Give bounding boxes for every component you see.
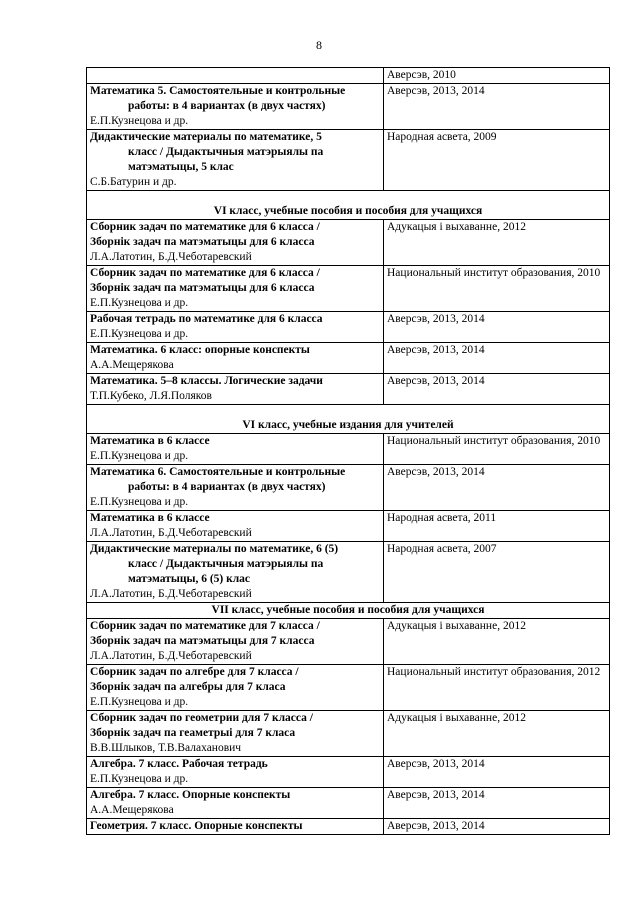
- publisher-cell: [384, 757, 610, 788]
- publisher-cell: [384, 711, 610, 757]
- book-title: [90, 511, 380, 526]
- book-title-line: Зборнік задач па алгебры для 7 класа: [90, 681, 286, 693]
- publisher-cell: [384, 665, 610, 711]
- publisher-cell: [384, 619, 610, 665]
- section-header-row: [87, 405, 610, 434]
- book-title-line: Сборник задач по математике для 7 класса /: [90, 620, 320, 632]
- title-cell: [87, 511, 384, 542]
- book-title: [90, 465, 380, 495]
- publisher: Аверсэв, 2013, 2014: [387, 85, 485, 97]
- book-title-line: Сборник задач по математике для 6 класса /: [90, 221, 320, 233]
- publisher-cell: [384, 465, 610, 511]
- catalog-body: [87, 68, 610, 835]
- section-header-row: [87, 191, 610, 220]
- book-title-line: Математика. 5–8 классы. Логические задачи: [90, 375, 323, 387]
- publisher: Национальный институт образования, 2010: [387, 435, 601, 447]
- publisher: Народная асвета, 2011: [387, 512, 497, 524]
- book-title-line: Зборнік задач па геаметрыі для 7 класа: [90, 727, 296, 739]
- title-cell: [87, 711, 384, 757]
- table-row: [87, 619, 610, 665]
- table-row: [87, 312, 610, 343]
- title-cell: [87, 434, 384, 465]
- publisher: Аверсэв, 2013, 2014: [387, 758, 485, 770]
- book-title: [90, 665, 380, 695]
- book-title: [90, 84, 380, 114]
- book-title-line: Алгебра. 7 класс. Опорные конспекты: [90, 789, 291, 801]
- book-title-line: Математика. 6 класс: опорные конспекты: [90, 344, 310, 356]
- title-cell: [87, 220, 384, 266]
- publisher: Аверсэв, 2013, 2014: [387, 344, 485, 356]
- book-author: Л.А.Латотин, Б.Д.Чеботаревский: [90, 251, 252, 263]
- book-title-line: Сборник задач по математике для 6 класса /: [90, 267, 320, 279]
- book-title-line: Дидактические материалы по математике, 5: [90, 131, 322, 143]
- book-title: [90, 343, 380, 358]
- table-row: [87, 343, 610, 374]
- book-title-line-indented: работы: в 4 вариантах (в двух частях): [128, 481, 326, 493]
- publisher-cell: [384, 84, 610, 130]
- title-cell: [87, 266, 384, 312]
- publisher-cell: [384, 434, 610, 465]
- title-cell: [87, 130, 384, 191]
- table-row: [87, 266, 610, 312]
- book-author: С.Б.Батурин и др.: [90, 176, 177, 188]
- table-row: [87, 465, 610, 511]
- title-cell: [87, 465, 384, 511]
- book-author: Е.П.Кузнецова и др.: [90, 696, 189, 708]
- page-number: 8: [316, 38, 322, 52]
- book-title: [90, 374, 380, 389]
- publisher-cell: [384, 788, 610, 819]
- table-row: [87, 665, 610, 711]
- table-row: [87, 130, 610, 191]
- book-author: В.В.Шлыков, Т.В.Валаханович: [90, 742, 242, 754]
- title-cell: [87, 374, 384, 405]
- book-author: Е.П.Кузнецова и др.: [90, 773, 189, 785]
- publisher: Аверсэв, 2010: [387, 69, 456, 81]
- book-author: Л.А.Латотин, Б.Д.Чеботаревский: [90, 588, 252, 600]
- book-title-line: Математика 6. Самостоятельные и контрольные: [90, 466, 346, 478]
- book-title-line: Дидактические материалы по математике, 6 (5): [90, 543, 339, 555]
- table-row: [87, 788, 610, 819]
- publisher: Аверсэв, 2013, 2014: [387, 789, 485, 801]
- publisher-cell: [384, 266, 610, 312]
- book-author: Е.П.Кузнецова и др.: [90, 297, 189, 309]
- table-row: [87, 511, 610, 542]
- table-row: [87, 819, 610, 835]
- title-cell: [87, 542, 384, 603]
- book-title: [90, 312, 380, 327]
- publisher: Национальный институт образования, 2012: [387, 666, 601, 678]
- publisher: Народная асвета, 2009: [387, 131, 497, 143]
- book-catalog-table: [86, 67, 610, 835]
- publisher-cell: [384, 68, 610, 84]
- book-title: [90, 542, 380, 587]
- book-author: Е.П.Кузнецова и др.: [90, 328, 189, 340]
- publisher: Аверсэв, 2013, 2014: [387, 466, 485, 478]
- book-title: [90, 819, 380, 834]
- book-title-line-indented: матэматыцы, 5 клас: [128, 161, 234, 173]
- publisher-cell: [384, 312, 610, 343]
- book-title-line: Зборнік задач па матэматыцы для 6 класса: [90, 236, 315, 248]
- publisher-cell: [384, 220, 610, 266]
- book-title-line: Зборнік задач па матэматыцы для 7 класса: [90, 635, 315, 647]
- book-title-line: Рабочая тетрадь по математике для 6 класса: [90, 313, 323, 325]
- publisher-cell: [384, 130, 610, 191]
- title-cell: [87, 619, 384, 665]
- section-header-row: [87, 603, 610, 619]
- title-cell: [87, 343, 384, 374]
- table-row: [87, 68, 610, 84]
- book-title: [90, 220, 380, 250]
- publisher: Национальный институт образования, 2010: [387, 267, 601, 279]
- publisher-cell: [384, 542, 610, 603]
- title-cell: [87, 68, 384, 84]
- section-header: VII класс, учебные пособия и пособия для учащихся: [87, 603, 610, 619]
- publisher: Адукацыя і выхаванне, 2012: [387, 221, 526, 233]
- book-title-line: Зборнік задач па матэматыцы для 6 класса: [90, 282, 315, 294]
- publisher: Адукацыя і выхаванне, 2012: [387, 712, 526, 724]
- publisher: Адукацыя і выхаванне, 2012: [387, 620, 526, 632]
- table-row: [87, 711, 610, 757]
- publisher-cell: [384, 511, 610, 542]
- book-title-line: Сборник задач по геометрии для 7 класса /: [90, 712, 313, 724]
- title-cell: [87, 312, 384, 343]
- book-title: [90, 757, 380, 772]
- table-row: [87, 84, 610, 130]
- book-title-line: Математика 5. Самостоятельные и контрольные: [90, 85, 346, 97]
- table-row: [87, 757, 610, 788]
- book-author: Л.А.Латотин, Б.Д.Чеботаревский: [90, 650, 252, 662]
- title-cell: [87, 84, 384, 130]
- book-title-line-indented: матэматыцы, 6 (5) клас: [128, 573, 251, 585]
- publisher: Народная асвета, 2007: [387, 543, 497, 555]
- book-title-line-indented: работы: в 4 вариантах (в двух частях): [128, 100, 326, 112]
- book-title-line: Математика в 6 классе: [90, 435, 210, 447]
- book-title: [90, 788, 380, 803]
- book-title: [90, 266, 380, 296]
- publisher: Аверсэв, 2013, 2014: [387, 313, 485, 325]
- book-title-line: Геометрия. 7 класс. Опорные конспекты: [90, 820, 303, 832]
- title-cell: [87, 665, 384, 711]
- book-title-line: Математика в 6 классе: [90, 512, 210, 524]
- book-title: [90, 130, 380, 175]
- table-row: [87, 220, 610, 266]
- book-author: Е.П.Кузнецова и др.: [90, 450, 189, 462]
- section-header: VI класс, учебные издания для учителей: [87, 405, 610, 434]
- publisher-cell: [384, 819, 610, 835]
- book-author: Е.П.Кузнецова и др.: [90, 115, 189, 127]
- book-title-line-indented: класс / Дыдактычныя матэрыялы па: [128, 146, 324, 158]
- publisher-cell: [384, 374, 610, 405]
- publisher-cell: [384, 343, 610, 374]
- book-author: Л.А.Латотин, Б.Д.Чеботаревский: [90, 527, 252, 539]
- title-cell: [87, 757, 384, 788]
- book-author: Е.П.Кузнецова и др.: [90, 496, 189, 508]
- book-title-line: Сборник задач по алгебре для 7 класса /: [90, 666, 299, 678]
- publisher: Аверсэв, 2013, 2014: [387, 375, 485, 387]
- publisher: Аверсэв, 2013, 2014: [387, 820, 485, 832]
- book-author: А.А.Мещерякова: [90, 804, 174, 816]
- section-header: VI класс, учебные пособия и пособия для учащихся: [87, 191, 610, 220]
- title-cell: [87, 788, 384, 819]
- book-title: [90, 434, 380, 449]
- book-title-line: Алгебра. 7 класс. Рабочая тетрадь: [90, 758, 268, 770]
- table-row: [87, 374, 610, 405]
- table-row: [87, 542, 610, 603]
- book-author: А.А.Мещерякова: [90, 359, 174, 371]
- book-author: Т.П.Кубеко, Л.Я.Поляков: [90, 390, 212, 402]
- title-cell: [87, 819, 384, 835]
- book-title-line-indented: класс / Дыдактычныя матэрыялы па: [128, 558, 324, 570]
- table-row: [87, 434, 610, 465]
- book-title: [90, 619, 380, 649]
- book-title: [90, 711, 380, 741]
